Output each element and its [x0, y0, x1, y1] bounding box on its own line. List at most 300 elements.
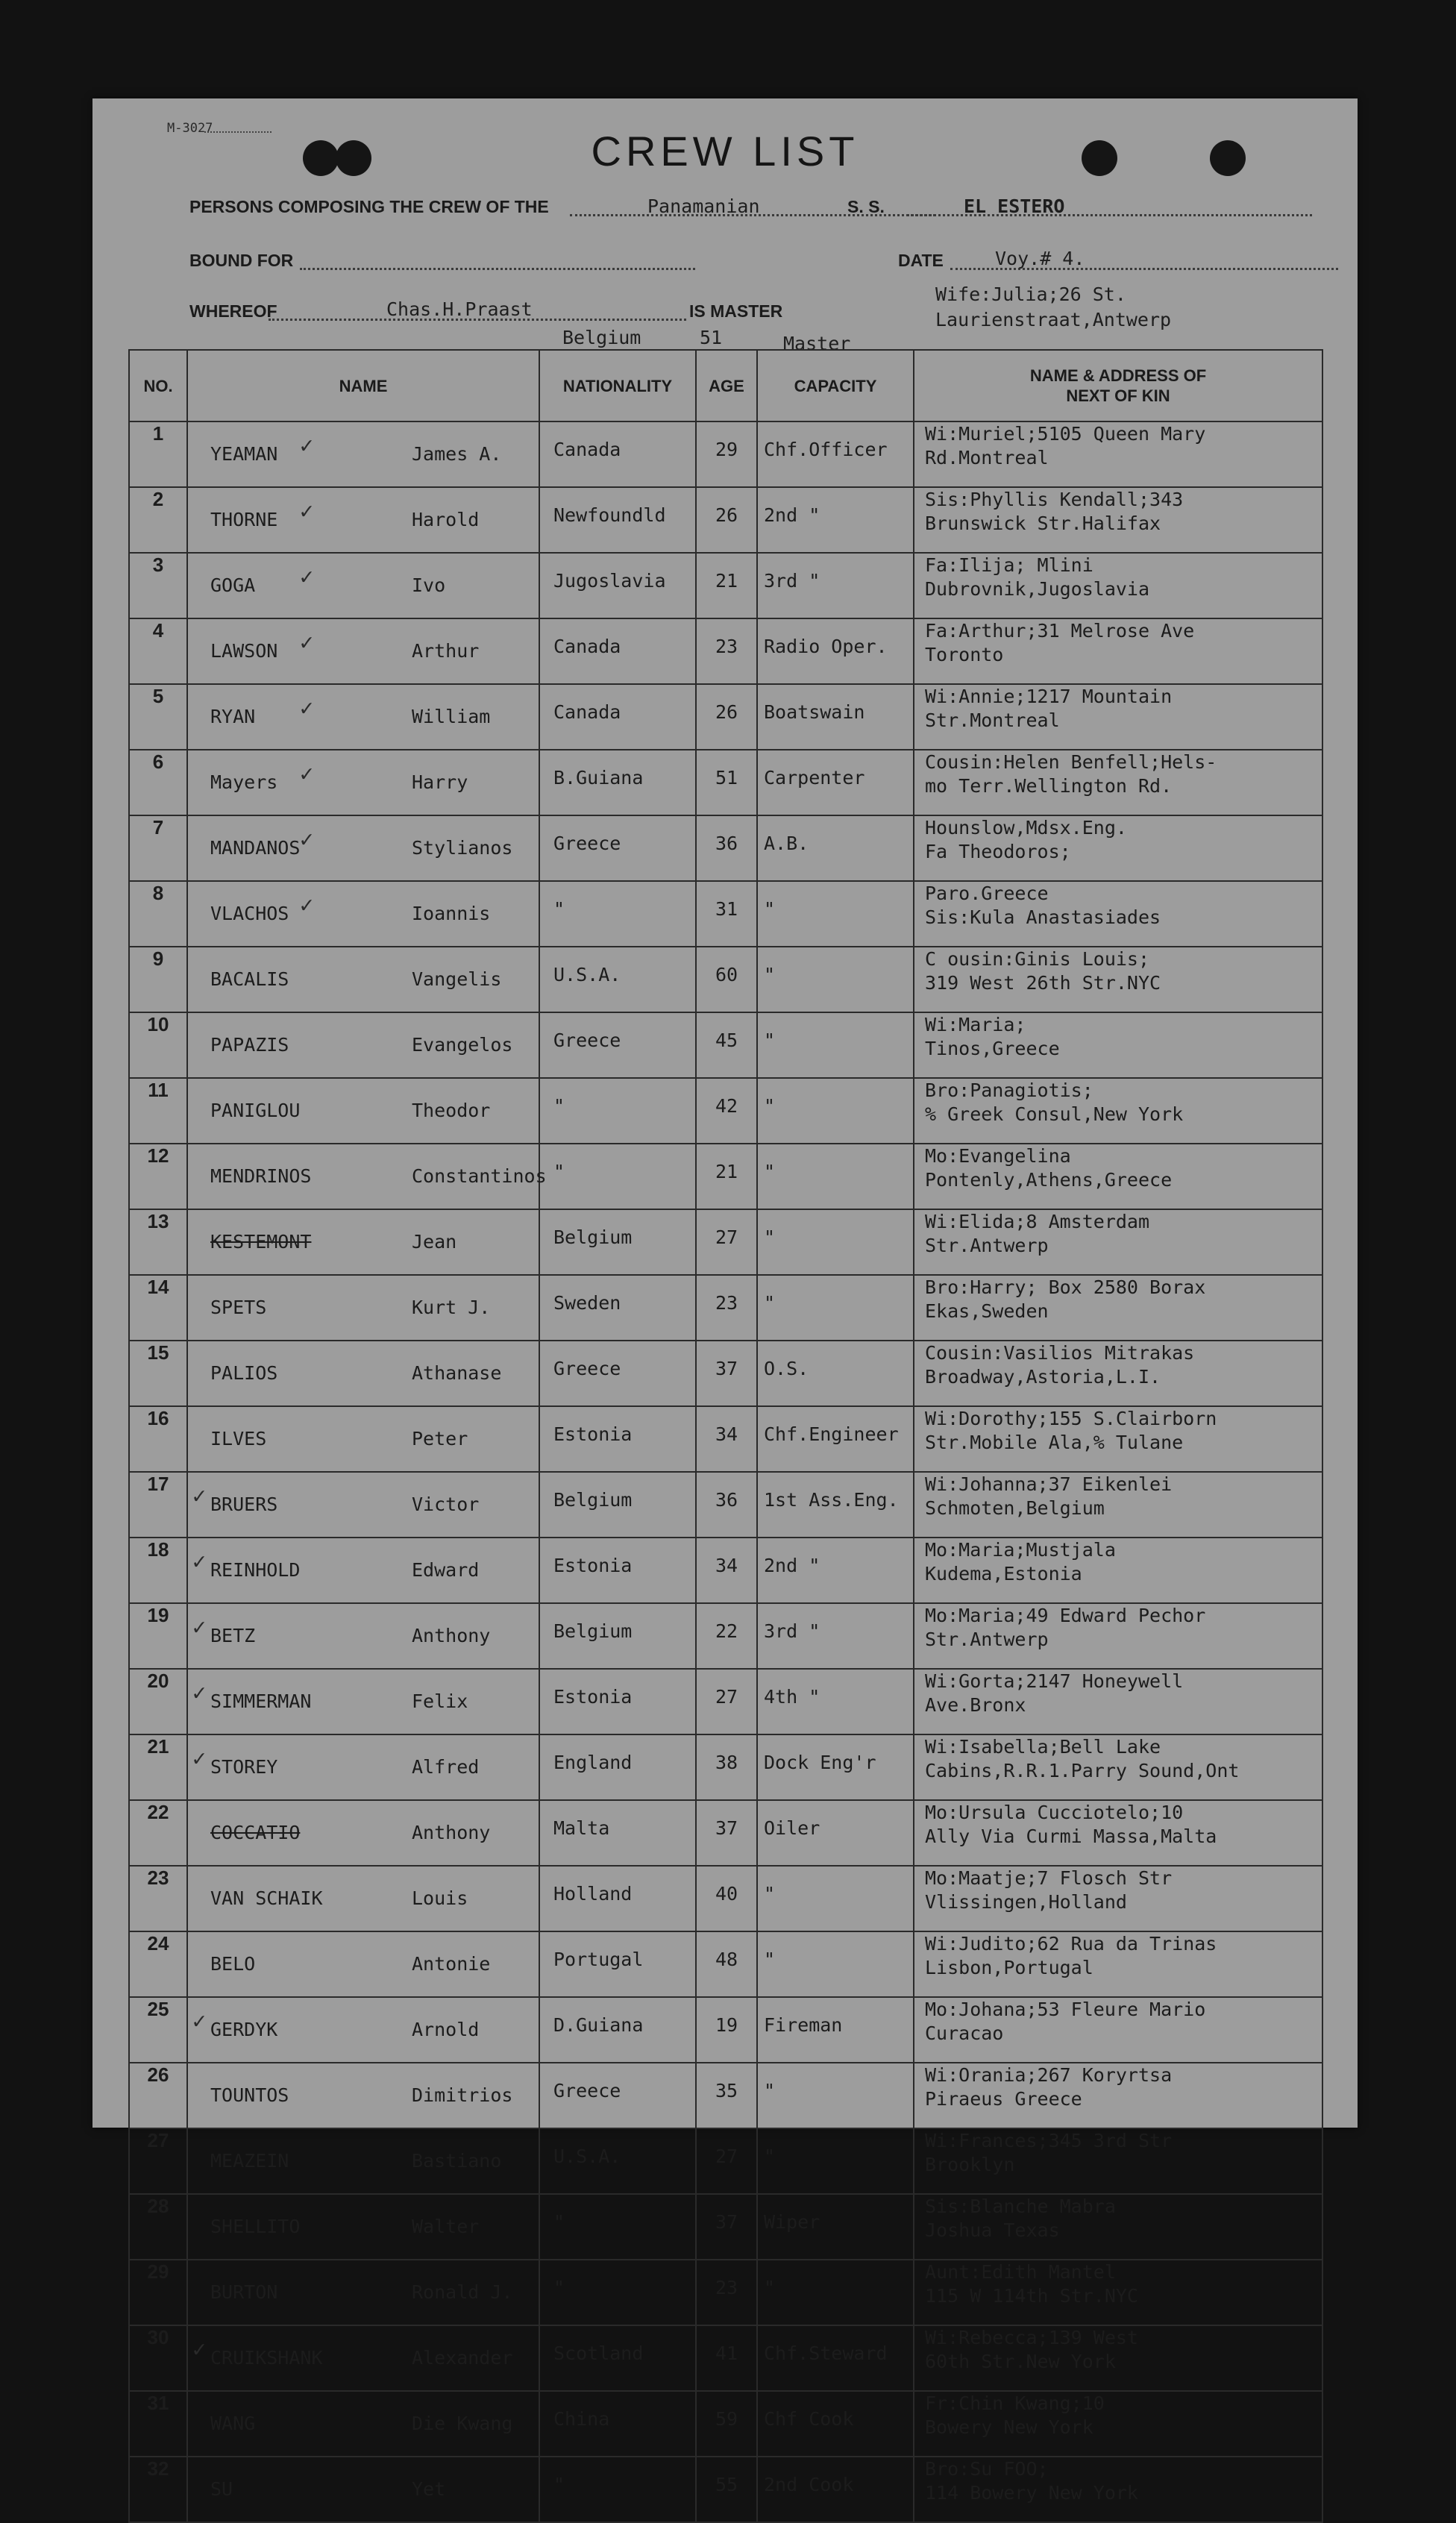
- row-number: 6: [129, 750, 187, 815]
- crew-capacity: Chf.Officer: [757, 421, 914, 487]
- crew-nationality: ": [539, 2194, 696, 2260]
- crew-given-name: Dimitrios: [412, 2084, 513, 2106]
- crew-capacity: Fireman: [757, 1997, 914, 2063]
- check-mark-icon: ✓: [192, 2008, 207, 2034]
- table-row: [129, 2260, 1322, 2325]
- table-row: [129, 553, 1322, 618]
- table-row: [129, 1209, 1322, 1275]
- crew-name-cell: [187, 1275, 539, 1341]
- crew-given-name: Victor: [412, 1494, 480, 1515]
- crew-capacity: 3rd ": [757, 1603, 914, 1669]
- crew-surname: MENDRINOS: [210, 1165, 312, 1187]
- row-number: 31: [129, 2391, 187, 2457]
- table-row: [129, 947, 1322, 1012]
- crew-capacity: Chf.Steward: [757, 2325, 914, 2391]
- crew-name-cell: [187, 487, 539, 553]
- col-header-name: NAME: [187, 350, 539, 421]
- crew-given-name: Die Kwang: [412, 2413, 513, 2434]
- crew-name-cell: [187, 815, 539, 881]
- crew-nationality: Sweden: [539, 1275, 696, 1341]
- crew-nationality: Jugoslavia: [539, 553, 696, 618]
- col-header-next-of-kin: [914, 350, 1322, 421]
- crew-capacity: Oiler: [757, 1800, 914, 1866]
- crew-next-of-kin: [914, 750, 1322, 815]
- crew-list-sheet: [92, 98, 1358, 2504]
- next-of-kin-line-1: Mo:Ursula Cucciotelo;10: [925, 1802, 1184, 1823]
- crew-capacity: ": [757, 1931, 914, 1997]
- row-number: 3: [129, 553, 187, 618]
- crew-next-of-kin: [914, 1275, 1322, 1341]
- crew-next-of-kin: [914, 618, 1322, 684]
- check-mark-icon: ✓: [300, 761, 314, 787]
- next-of-kin-line-2: Broadway,Astoria,L.I.: [925, 1366, 1161, 1388]
- crew-nationality: U.S.A.: [539, 2128, 696, 2194]
- next-of-kin-line-1: Bro:Su FOO;: [925, 2458, 1049, 2480]
- crew-surname: GOGA: [210, 574, 256, 596]
- crew-name-cell: [187, 1472, 539, 1538]
- table-row: [129, 1012, 1322, 1078]
- next-of-kin-line-1: C ousin:Ginis Louis;: [925, 948, 1150, 970]
- crew-capacity: 3rd ": [757, 553, 914, 618]
- master-name: Chas.H.Praast: [386, 298, 533, 320]
- crew-surname: WANG: [210, 2413, 256, 2434]
- crew-given-name: Alfred: [412, 1756, 480, 1778]
- crew-next-of-kin: [914, 1997, 1322, 2063]
- bound-for-dotted-line: [300, 268, 695, 270]
- crew-capacity: 4th ": [757, 1669, 914, 1734]
- crew-surname: COCCATIO: [210, 1822, 301, 1843]
- crew-age: 34: [696, 1406, 757, 1472]
- crew-given-name: Jean: [412, 1231, 457, 1253]
- next-of-kin-line-1: Wi:Elida;8 Amsterdam: [925, 1211, 1150, 1232]
- crew-name-cell: [187, 2325, 539, 2391]
- next-of-kin-line-1: Wi:Annie;1217 Mountain: [925, 686, 1173, 707]
- crew-capacity: Wiper: [757, 2194, 914, 2260]
- check-mark-icon: ✓: [192, 1614, 207, 1640]
- crew-next-of-kin: [914, 2128, 1322, 2194]
- next-of-kin-line-1: Mo:Maatje;7 Flosch Str: [925, 1867, 1173, 1889]
- crew-next-of-kin: [914, 947, 1322, 1012]
- row-number: 30: [129, 2325, 187, 2391]
- next-of-kin-line-1: Mo:Maria;49 Edward Pechor: [925, 1605, 1206, 1626]
- crew-next-of-kin: [914, 1472, 1322, 1538]
- crew-surname: YEAMAN: [210, 443, 278, 465]
- table-row: [129, 881, 1322, 947]
- next-of-kin-line-2: Str.Antwerp: [925, 1629, 1049, 1650]
- form-reference-number: M-3027: [167, 121, 213, 136]
- crew-next-of-kin: [914, 487, 1322, 553]
- crew-age: 59: [696, 2391, 757, 2457]
- check-mark-icon: ✓: [192, 1746, 207, 1772]
- col-header-age: AGE: [696, 350, 757, 421]
- next-of-kin-line-1: Wi:Isabella;Bell Lake: [925, 1736, 1161, 1758]
- next-of-kin-line-2: 60th Str.New York: [925, 2351, 1116, 2372]
- crew-given-name: Anthony: [412, 1625, 491, 1646]
- master-next-of-kin-line-1: Wife:Julia;26 St.: [935, 283, 1126, 305]
- crew-age: 55: [696, 2457, 757, 2522]
- crew-next-of-kin: [914, 1603, 1322, 1669]
- next-of-kin-line-2: Pontenly,Athens,Greece: [925, 1169, 1173, 1191]
- crew-given-name: Constantinos: [412, 1165, 547, 1187]
- next-of-kin-line-1: Cousin:Helen Benfell;Hels-: [925, 751, 1217, 773]
- crew-capacity: ": [757, 947, 914, 1012]
- crew-given-name: William: [412, 706, 491, 727]
- crew-name-cell: [187, 1734, 539, 1800]
- row-number: 16: [129, 1406, 187, 1472]
- next-of-kin-line-1: Wi:Judito;62 Rua da Trinas: [925, 1933, 1217, 1955]
- next-of-kin-line-2: Schmoten,Belgium: [925, 1497, 1105, 1519]
- crew-name-cell: [187, 1997, 539, 2063]
- crew-age: 27: [696, 1209, 757, 1275]
- table-row: [129, 1275, 1322, 1341]
- crew-age: 26: [696, 684, 757, 750]
- row-number: 4: [129, 618, 187, 684]
- crew-nationality: B.Guiana: [539, 750, 696, 815]
- crew-name-cell: [187, 1406, 539, 1472]
- crew-given-name: Arnold: [412, 2019, 480, 2040]
- table-row: [129, 1866, 1322, 1931]
- crew-name-cell: [187, 2391, 539, 2457]
- crew-nationality: Greece: [539, 2063, 696, 2128]
- table-row: [129, 684, 1322, 750]
- crew-surname: STOREY: [210, 1756, 278, 1778]
- crew-nationality: Belgium: [539, 1472, 696, 1538]
- table-row: [129, 618, 1322, 684]
- table-row: [129, 1800, 1322, 1866]
- crew-surname: BURTON: [210, 2281, 278, 2303]
- crew-age: 31: [696, 881, 757, 947]
- row-number: 12: [129, 1144, 187, 1209]
- crew-surname: PAPAZIS: [210, 1034, 289, 1056]
- crew-surname: MEAZEIN: [210, 2150, 289, 2172]
- crew-next-of-kin: [914, 553, 1322, 618]
- crew-capacity: ": [757, 1209, 914, 1275]
- next-of-kin-line-1: Sis:Phyllis Kendall;343: [925, 489, 1184, 510]
- row-number: 18: [129, 1538, 187, 1603]
- crew-surname: REINHOLD: [210, 1559, 301, 1581]
- row-number: 14: [129, 1275, 187, 1341]
- crew-nationality: Canada: [539, 421, 696, 487]
- crew-given-name: Arthur: [412, 640, 480, 662]
- crew-nationality: England: [539, 1734, 696, 1800]
- row-number: 27: [129, 2128, 187, 2194]
- row-number: 19: [129, 1603, 187, 1669]
- row-number: 23: [129, 1866, 187, 1931]
- check-mark-icon: ✓: [300, 564, 314, 590]
- crew-capacity: A.B.: [757, 815, 914, 881]
- date-label: DATE: [898, 251, 944, 270]
- row-number: 15: [129, 1341, 187, 1406]
- row-number: 22: [129, 1800, 187, 1866]
- crew-name-cell: [187, 553, 539, 618]
- table-row: [129, 2325, 1322, 2391]
- crew-capacity: Boatswain: [757, 684, 914, 750]
- next-of-kin-line-2: Ekas,Sweden: [925, 1300, 1049, 1322]
- row-number: 8: [129, 881, 187, 947]
- next-of-kin-line-2: Dubrovnik,Jugoslavia: [925, 578, 1150, 600]
- check-mark-icon: ✓: [192, 1483, 207, 1509]
- crew-age: 48: [696, 1931, 757, 1997]
- table-row: [129, 1538, 1322, 1603]
- crew-age: 36: [696, 1472, 757, 1538]
- crew-next-of-kin: [914, 2391, 1322, 2457]
- crew-name-cell: [187, 1078, 539, 1144]
- row-number: 10: [129, 1012, 187, 1078]
- crew-nationality: ": [539, 881, 696, 947]
- crew-surname: ILVES: [210, 1428, 267, 1449]
- table-row: [129, 1144, 1322, 1209]
- crew-nationality: Estonia: [539, 1669, 696, 1734]
- crew-name-cell: [187, 1800, 539, 1866]
- next-of-kin-line-2: Str.Montreal: [925, 709, 1060, 731]
- crew-nationality: Belgium: [539, 1603, 696, 1669]
- next-of-kin-line-1: Sis:Blanche Mabra: [925, 2196, 1116, 2217]
- crew-next-of-kin: [914, 2457, 1322, 2522]
- col-header-nationality: NATIONALITY: [539, 350, 696, 421]
- col-header-kin-line-1: NAME & ADDRESS OF: [1029, 366, 1207, 385]
- next-of-kin-line-1: Wi:Dorothy;155 S.Clairborn: [925, 1408, 1217, 1429]
- crew-next-of-kin: [914, 1144, 1322, 1209]
- crew-age: 22: [696, 1603, 757, 1669]
- next-of-kin-line-2: Sis:Kula Anastasiades: [925, 906, 1161, 928]
- next-of-kin-line-2: Cabins,R.R.1.Parry Sound,Ont: [925, 1760, 1240, 1781]
- crew-nationality: China: [539, 2391, 696, 2457]
- next-of-kin-line-1: Wi:Rebecca;139 West: [925, 2327, 1138, 2348]
- next-of-kin-line-2: Fa Theodoros;: [925, 841, 1071, 862]
- crew-surname: VAN SCHAIK: [210, 1887, 323, 1909]
- next-of-kin-line-1: Bro:Panagiotis;: [925, 1079, 1093, 1101]
- crew-age: 21: [696, 1144, 757, 1209]
- table-row: [129, 2457, 1322, 2522]
- row-number: 5: [129, 684, 187, 750]
- next-of-kin-line-1: Cousin:Vasilios Mitrakas: [925, 1342, 1195, 1364]
- table-row: [129, 421, 1322, 487]
- table-row: [129, 1472, 1322, 1538]
- next-of-kin-line-1: Wi:Frances;345 3rd Str: [925, 2130, 1173, 2151]
- crew-age: 37: [696, 1800, 757, 1866]
- table-row: [129, 2063, 1322, 2128]
- crew-surname: Mayers: [210, 771, 278, 793]
- row-number: 29: [129, 2260, 187, 2325]
- crew-given-name: Louis: [412, 1887, 468, 1909]
- table-row: [129, 1078, 1322, 1144]
- master-next-of-kin-line-2: Laurienstraat,Antwerp: [935, 309, 1172, 330]
- row-number: 11: [129, 1078, 187, 1144]
- next-of-kin-line-1: Hounslow,Mdsx.Eng.: [925, 817, 1127, 839]
- next-of-kin-line-1: Mo:Johana;53 Fleure Mario: [925, 1999, 1206, 2020]
- crew-next-of-kin: [914, 684, 1322, 750]
- table-row: [129, 1997, 1322, 2063]
- crew-name-cell: [187, 421, 539, 487]
- crew-surname: MANDANOS: [210, 837, 301, 859]
- next-of-kin-line-1: Wi:Muriel;5105 Queen Mary: [925, 423, 1206, 445]
- next-of-kin-line-2: Joshua Texas: [925, 2219, 1060, 2241]
- crew-surname: BELO: [210, 1953, 256, 1975]
- voyage-number: Voy.# 4.: [995, 248, 1085, 269]
- crew-name-cell: [187, 1669, 539, 1734]
- crew-given-name: Alexander: [412, 2347, 513, 2369]
- next-of-kin-line-2: Vlissingen,Holland: [925, 1891, 1127, 1913]
- crew-surname: GERDYK: [210, 2019, 278, 2040]
- row-number: 26: [129, 2063, 187, 2128]
- crew-surname: THORNE: [210, 509, 278, 530]
- crew-surname: BACALIS: [210, 968, 289, 990]
- crew-nationality: Greece: [539, 1012, 696, 1078]
- vessel-flag: Panamanian: [647, 195, 760, 217]
- crew-age: 38: [696, 1734, 757, 1800]
- crew-capacity: ": [757, 1275, 914, 1341]
- crew-next-of-kin: [914, 2260, 1322, 2325]
- ss-label: S. S.: [847, 197, 885, 216]
- next-of-kin-line-1: Wi:Gorta;2147 Honeywell: [925, 1670, 1184, 1692]
- crew-age: 23: [696, 1275, 757, 1341]
- next-of-kin-line-2: Brunswick Str.Halifax: [925, 513, 1161, 534]
- crew-name-cell: [187, 947, 539, 1012]
- crew-given-name: Felix: [412, 1690, 468, 1712]
- crew-nationality: Greece: [539, 1341, 696, 1406]
- row-number: 1: [129, 421, 187, 487]
- next-of-kin-line-2: Lisbon,Portugal: [925, 1957, 1093, 1978]
- crew-next-of-kin: [914, 2063, 1322, 2128]
- crew-capacity: ": [757, 1144, 914, 1209]
- crew-given-name: Yet: [412, 2478, 446, 2500]
- next-of-kin-line-2: Ave.Bronx: [925, 1694, 1026, 1716]
- next-of-kin-line-1: Mo:Evangelina: [925, 1145, 1071, 1167]
- col-header-no: NO.: [129, 350, 187, 421]
- crew-age: 26: [696, 487, 757, 553]
- crew-capacity: 1st Ass.Eng.: [757, 1472, 914, 1538]
- crew-next-of-kin: [914, 1209, 1322, 1275]
- col-header-kin-line-2: NEXT OF KIN: [1066, 386, 1170, 405]
- crew-next-of-kin: [914, 1406, 1322, 1472]
- crew-given-name: Edward: [412, 1559, 480, 1581]
- next-of-kin-line-1: Wi:Orania;267 Koryrtsa: [925, 2064, 1173, 2086]
- crew-next-of-kin: [914, 1800, 1322, 1866]
- crew-surname: VLACHOS: [210, 903, 289, 924]
- crew-given-name: Athanase: [412, 1362, 502, 1384]
- table-row: [129, 2391, 1322, 2457]
- crew-given-name: James A.: [412, 443, 502, 465]
- crew-capacity: 2nd ": [757, 1538, 914, 1603]
- next-of-kin-line-1: Bro:Harry; Box 2580 Borax: [925, 1276, 1206, 1298]
- crew-surname: TOUNTOS: [210, 2084, 289, 2106]
- check-mark-icon: ✓: [192, 1680, 207, 1706]
- check-mark-icon: ✓: [300, 827, 314, 853]
- crew-next-of-kin: [914, 1931, 1322, 1997]
- crew-name-cell: [187, 750, 539, 815]
- crew-given-name: Ioannis: [412, 903, 491, 924]
- next-of-kin-line-2: Kudema,Estonia: [925, 1563, 1082, 1585]
- row-number: 2: [129, 487, 187, 553]
- crew-next-of-kin: [914, 1734, 1322, 1800]
- crew-surname: CRUIKSHANK: [210, 2347, 323, 2369]
- row-number: 21: [129, 1734, 187, 1800]
- crew-surname: BRUERS: [210, 1494, 278, 1515]
- crew-nationality: ": [539, 2260, 696, 2325]
- next-of-kin-line-1: Fa:Ilija; Mlini: [925, 554, 1093, 576]
- crew-age: 19: [696, 1997, 757, 2063]
- persons-label: PERSONS COMPOSING THE CREW OF THE: [189, 197, 549, 216]
- crew-given-name: Anthony: [412, 1822, 491, 1843]
- next-of-kin-line-1: Wi:Maria;: [925, 1014, 1026, 1035]
- crew-capacity: Radio Oper.: [757, 618, 914, 684]
- row-number: 24: [129, 1931, 187, 1997]
- crew-age: 45: [696, 1012, 757, 1078]
- crew-table-header: [129, 350, 1322, 421]
- next-of-kin-line-2: Tinos,Greece: [925, 1038, 1060, 1059]
- table-row: [129, 1341, 1322, 1406]
- crew-given-name: Theodor: [412, 1100, 491, 1121]
- next-of-kin-line-2: Ally Via Curmi Massa,Malta: [925, 1825, 1217, 1847]
- crew-name-cell: [187, 684, 539, 750]
- crew-surname: BETZ: [210, 1625, 256, 1646]
- crew-age: 40: [696, 1866, 757, 1931]
- crew-table-body: [129, 421, 1322, 2522]
- table-row: [129, 1734, 1322, 1800]
- check-mark-icon: ✓: [192, 1549, 207, 1575]
- crew-nationality: D.Guiana: [539, 1997, 696, 2063]
- crew-name-cell: [187, 1866, 539, 1931]
- crew-capacity: 2nd ": [757, 487, 914, 553]
- crew-nationality: Estonia: [539, 1406, 696, 1472]
- crew-nationality: ": [539, 1078, 696, 1144]
- crew-capacity: ": [757, 1866, 914, 1931]
- crew-name-cell: [187, 1931, 539, 1997]
- crew-name-cell: [187, 1144, 547, 1209]
- crew-capacity: Carpenter: [757, 750, 914, 815]
- next-of-kin-line-2: 115 W 114th Str.NYC: [925, 2285, 1138, 2307]
- crew-age: 37: [696, 1341, 757, 1406]
- crew-age: 23: [696, 618, 757, 684]
- table-row: [129, 2128, 1322, 2194]
- next-of-kin-line-2: 319 West 26th Str.NYC: [925, 972, 1161, 994]
- crew-capacity: ": [757, 1012, 914, 1078]
- crew-next-of-kin: [914, 1866, 1322, 1931]
- row-number: 13: [129, 1209, 187, 1275]
- crew-nationality: Malta: [539, 1800, 696, 1866]
- crew-age: 42: [696, 1078, 757, 1144]
- crew-age: 35: [696, 2063, 757, 2128]
- check-mark-icon: ✓: [192, 2336, 207, 2363]
- next-of-kin-line-2: % Greek Consul,New York: [925, 1103, 1184, 1125]
- next-of-kin-line-1: Aunt:Edith Mantel: [925, 2261, 1116, 2283]
- crew-given-name: Antonie: [412, 1953, 491, 1975]
- crew-given-name: Peter: [412, 1428, 468, 1449]
- vessel-name: EL ESTERO: [964, 195, 1065, 217]
- crew-capacity: 2nd Cook: [757, 2457, 914, 2522]
- crew-surname: SPETS: [210, 1297, 267, 1318]
- crew-age: 36: [696, 815, 757, 881]
- crew-surname: RYAN: [210, 706, 256, 727]
- crew-name-cell: [187, 881, 539, 947]
- crew-capacity: ": [757, 2260, 914, 2325]
- row-number: 25: [129, 1997, 187, 2063]
- next-of-kin-line-2: Toronto: [925, 644, 1004, 665]
- crew-next-of-kin: [914, 2325, 1322, 2391]
- crew-age: 21: [696, 553, 757, 618]
- row-number: 9: [129, 947, 187, 1012]
- table-row: [129, 1669, 1322, 1734]
- crew-nationality: Holland: [539, 1866, 696, 1931]
- crew-name-cell: [187, 1012, 539, 1078]
- crew-age: 27: [696, 1669, 757, 1734]
- crew-surname: PANIGLOU: [210, 1100, 301, 1121]
- table-row: [129, 487, 1322, 553]
- check-mark-icon: ✓: [300, 630, 314, 656]
- row-number: 17: [129, 1472, 187, 1538]
- crew-nationality: U.S.A.: [539, 947, 696, 1012]
- crew-next-of-kin: [914, 1341, 1322, 1406]
